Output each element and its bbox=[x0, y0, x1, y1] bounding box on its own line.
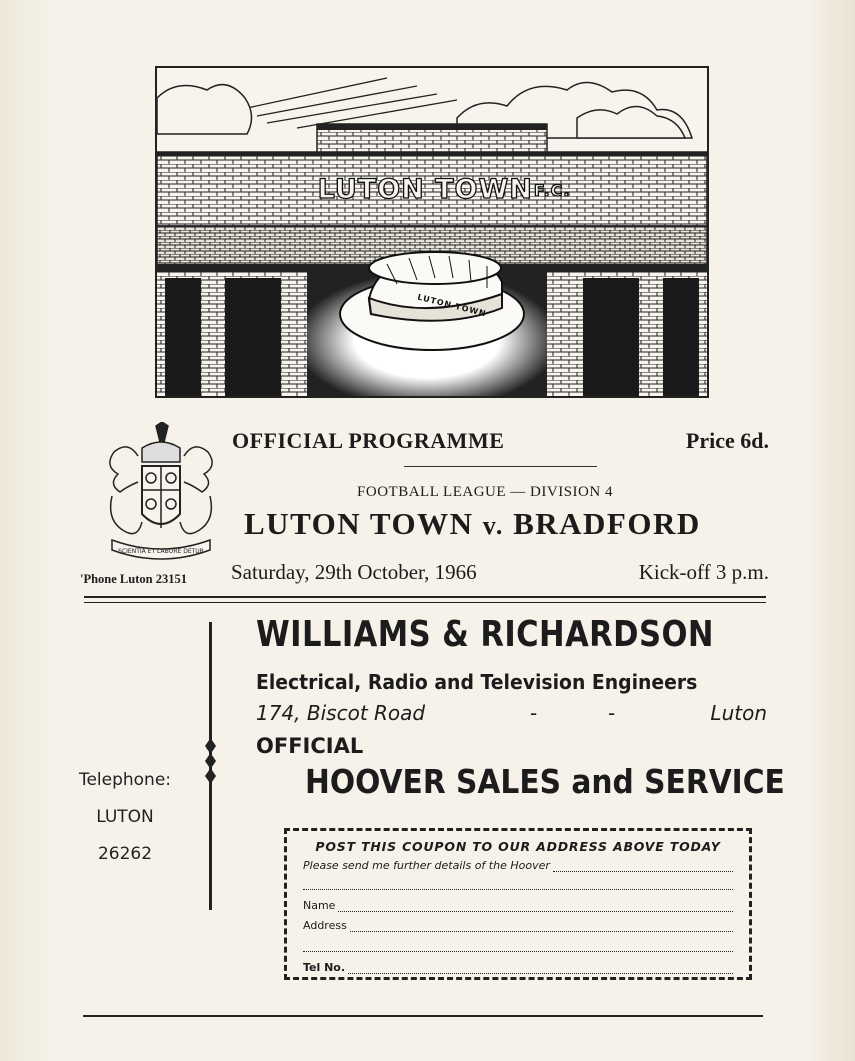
address-separator: - bbox=[608, 701, 616, 725]
name-label: Name bbox=[303, 899, 336, 912]
coupon-title: POST THIS COUPON TO OUR ADDRESS ABOVE TODAY bbox=[315, 839, 721, 854]
company-street: 174, Biscot Road bbox=[256, 701, 426, 725]
coupon-request: Please send me further details of the Hoover bbox=[303, 859, 550, 872]
tel-field[interactable] bbox=[348, 963, 733, 974]
telephone-number: 26262 bbox=[97, 844, 153, 864]
telephone-town: LUTON bbox=[96, 807, 154, 827]
price-label: Price 6d. bbox=[685, 428, 769, 453]
hat-band-text: LUTON TOWN bbox=[416, 292, 488, 319]
address-label: Address bbox=[303, 919, 347, 932]
stadium-drawing bbox=[157, 68, 707, 396]
request-field[interactable] bbox=[553, 861, 733, 872]
order-coupon bbox=[284, 828, 752, 980]
footer-rule bbox=[83, 1015, 763, 1017]
company-trade: Electrical, Radio and Television Engineers bbox=[256, 670, 698, 694]
match-date: Saturday, 29th October, 1966 bbox=[231, 560, 477, 584]
title-divider bbox=[404, 466, 597, 467]
versus: v. bbox=[482, 511, 504, 540]
kickoff-time: Kick-off 3 p.m. bbox=[638, 560, 769, 584]
stadium-illustration bbox=[155, 66, 709, 398]
coupon-address-line-2 bbox=[303, 941, 733, 952]
league-division: FOOTBALL LEAGUE — DIVISION 4 bbox=[357, 484, 613, 500]
name-field[interactable] bbox=[338, 901, 733, 912]
advert-telephone bbox=[60, 762, 190, 873]
coupon-tel-line bbox=[303, 961, 733, 974]
rule-ornament-icon bbox=[203, 738, 218, 784]
coupon-address-line bbox=[303, 919, 733, 932]
fixture-title bbox=[244, 506, 701, 542]
hoover-sales-heading: HOOVER SALES and SERVICE bbox=[305, 762, 785, 801]
official-dealer-label: OFFICIAL bbox=[256, 734, 364, 758]
club-sign-suffix: F.C. bbox=[533, 181, 571, 200]
address-field[interactable] bbox=[350, 921, 733, 932]
away-team: BRADFORD bbox=[513, 506, 701, 541]
company-name: WILLIAMS & RICHARDSON bbox=[256, 614, 714, 655]
company-town: Luton bbox=[710, 701, 767, 725]
tel-label: Tel No. bbox=[303, 961, 346, 974]
club-sign-text: LUTON TOWN bbox=[317, 173, 533, 205]
coupon-blank-line bbox=[303, 879, 733, 890]
club-sign bbox=[299, 172, 589, 206]
official-programme-title: OFFICIAL PROGRAMME bbox=[232, 428, 505, 453]
crest-motto: SCIENTIA ET LABORE DETUR bbox=[118, 548, 204, 555]
coupon-request-line bbox=[303, 859, 733, 872]
address-field-continued[interactable] bbox=[303, 941, 733, 952]
request-field-continued[interactable] bbox=[303, 879, 733, 890]
home-team: LUTON TOWN bbox=[244, 506, 474, 541]
header-divider bbox=[84, 596, 766, 603]
coupon-name-line bbox=[303, 899, 733, 912]
telephone-label: Telephone: bbox=[78, 770, 172, 790]
club-phone: 'Phone Luton 23151 bbox=[80, 572, 187, 586]
address-separator: - bbox=[530, 701, 538, 725]
